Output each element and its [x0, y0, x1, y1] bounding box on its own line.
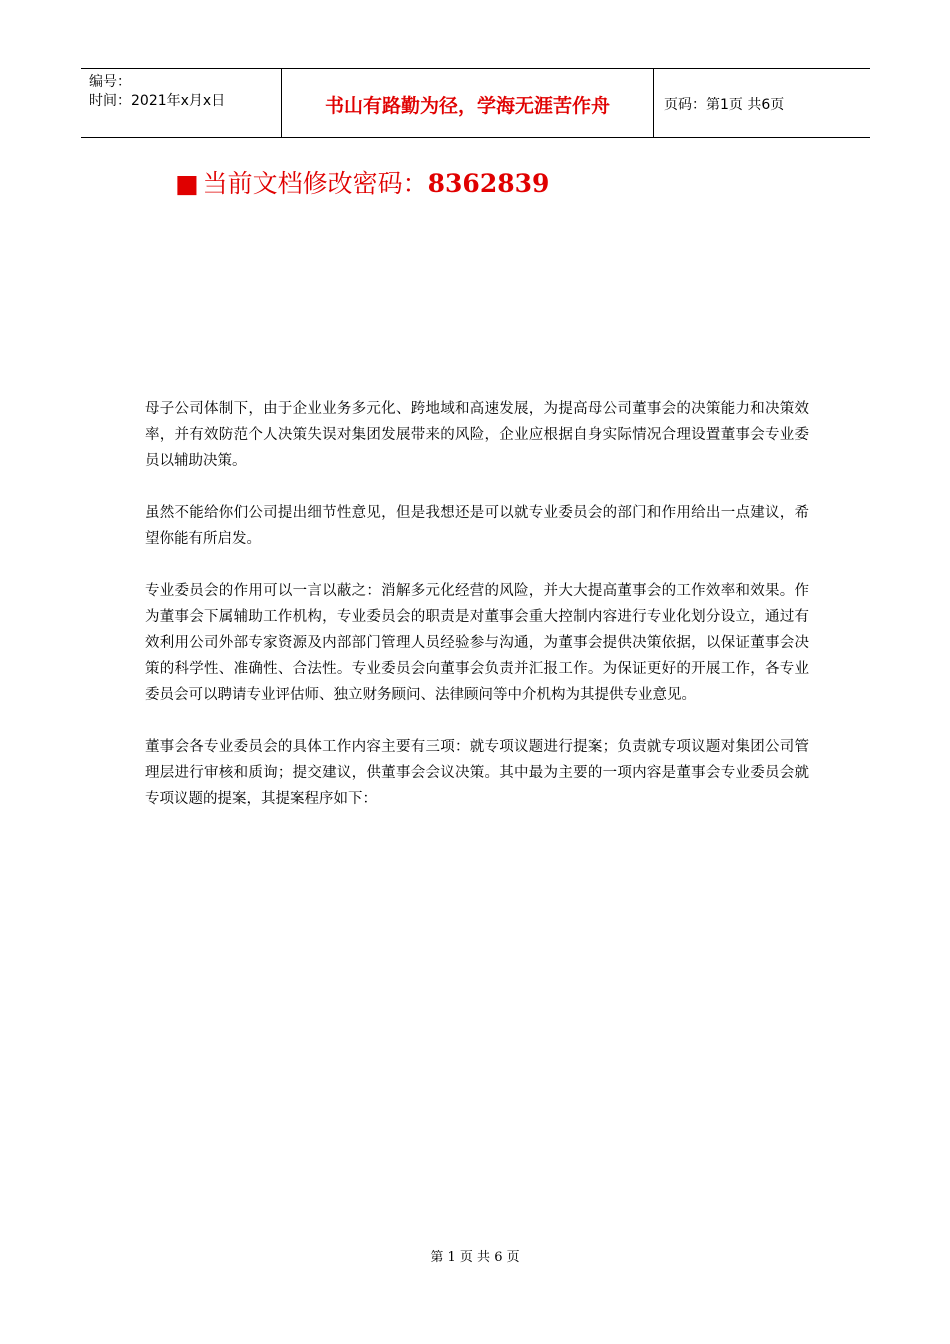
password-notice — [175, 166, 549, 202]
password-label: 当前文档修改密码： — [202, 169, 428, 198]
password-code: 8362839 — [427, 169, 550, 198]
body-paragraph: 虽然不能给你们公司提出细节性意见，但是我想还是可以就专业委员会的部门和作用给出一点建议，希望你能有所启发。 — [145, 505, 809, 547]
square-bullet-icon: ■ — [175, 169, 199, 198]
document-number-label: 编号： — [89, 74, 131, 90]
header-page-info: 页码：第1页 共6页 — [664, 97, 785, 113]
body-paragraph: 专业委员会的作用可以一言以蔽之：消解多元化经营的风险，并大大提高董事会的工作效率和效果。作为董事会下属辅助工作机构，专业委员会的职责是对董事会重大控制内容进行专业化划分设立，通过有效利用公司外部专家资源及内部部门管理人员经验参与沟通，为董事会提供决策依据，以保证董事会决策的科学性、准确性、合法性。专业委员会向董事会负责并汇报工作。为保证更好的开展工作，各专业委员会可以聘请专业评估师、独立财务顾问、法律顾问等中介机构为其提供专业意见。 — [145, 583, 809, 703]
body-paragraph: 母子公司体制下，由于企业业务多元化、跨地域和高速发展，为提高母公司董事会的决策能力和决策效率，并有效防范个人决策失误对集团发展带来的风险，企业应根据自身实际情况合理设置董事会专业委员以辅助决策。 — [145, 401, 809, 469]
document-body — [145, 396, 809, 838]
body-paragraph: 董事会各专业委员会的具体工作内容主要有三项：就专项议题进行提案；负责就专项议题对集团公司管理层进行审核和质询；提交建议，供董事会会议决策。其中最为主要的一项内容是董事会专业委员会就专项议题的提案，其提案程序如下： — [145, 739, 809, 807]
document-header — [81, 68, 870, 138]
header-meta — [81, 69, 282, 137]
header-motto: 书山有路勤为径，学海无涯苦作舟 — [282, 69, 654, 137]
page-footer: 第 1 页 共 6 页 — [430, 1250, 520, 1265]
document-date-label: 时间：2021年x月x日 — [89, 93, 226, 109]
